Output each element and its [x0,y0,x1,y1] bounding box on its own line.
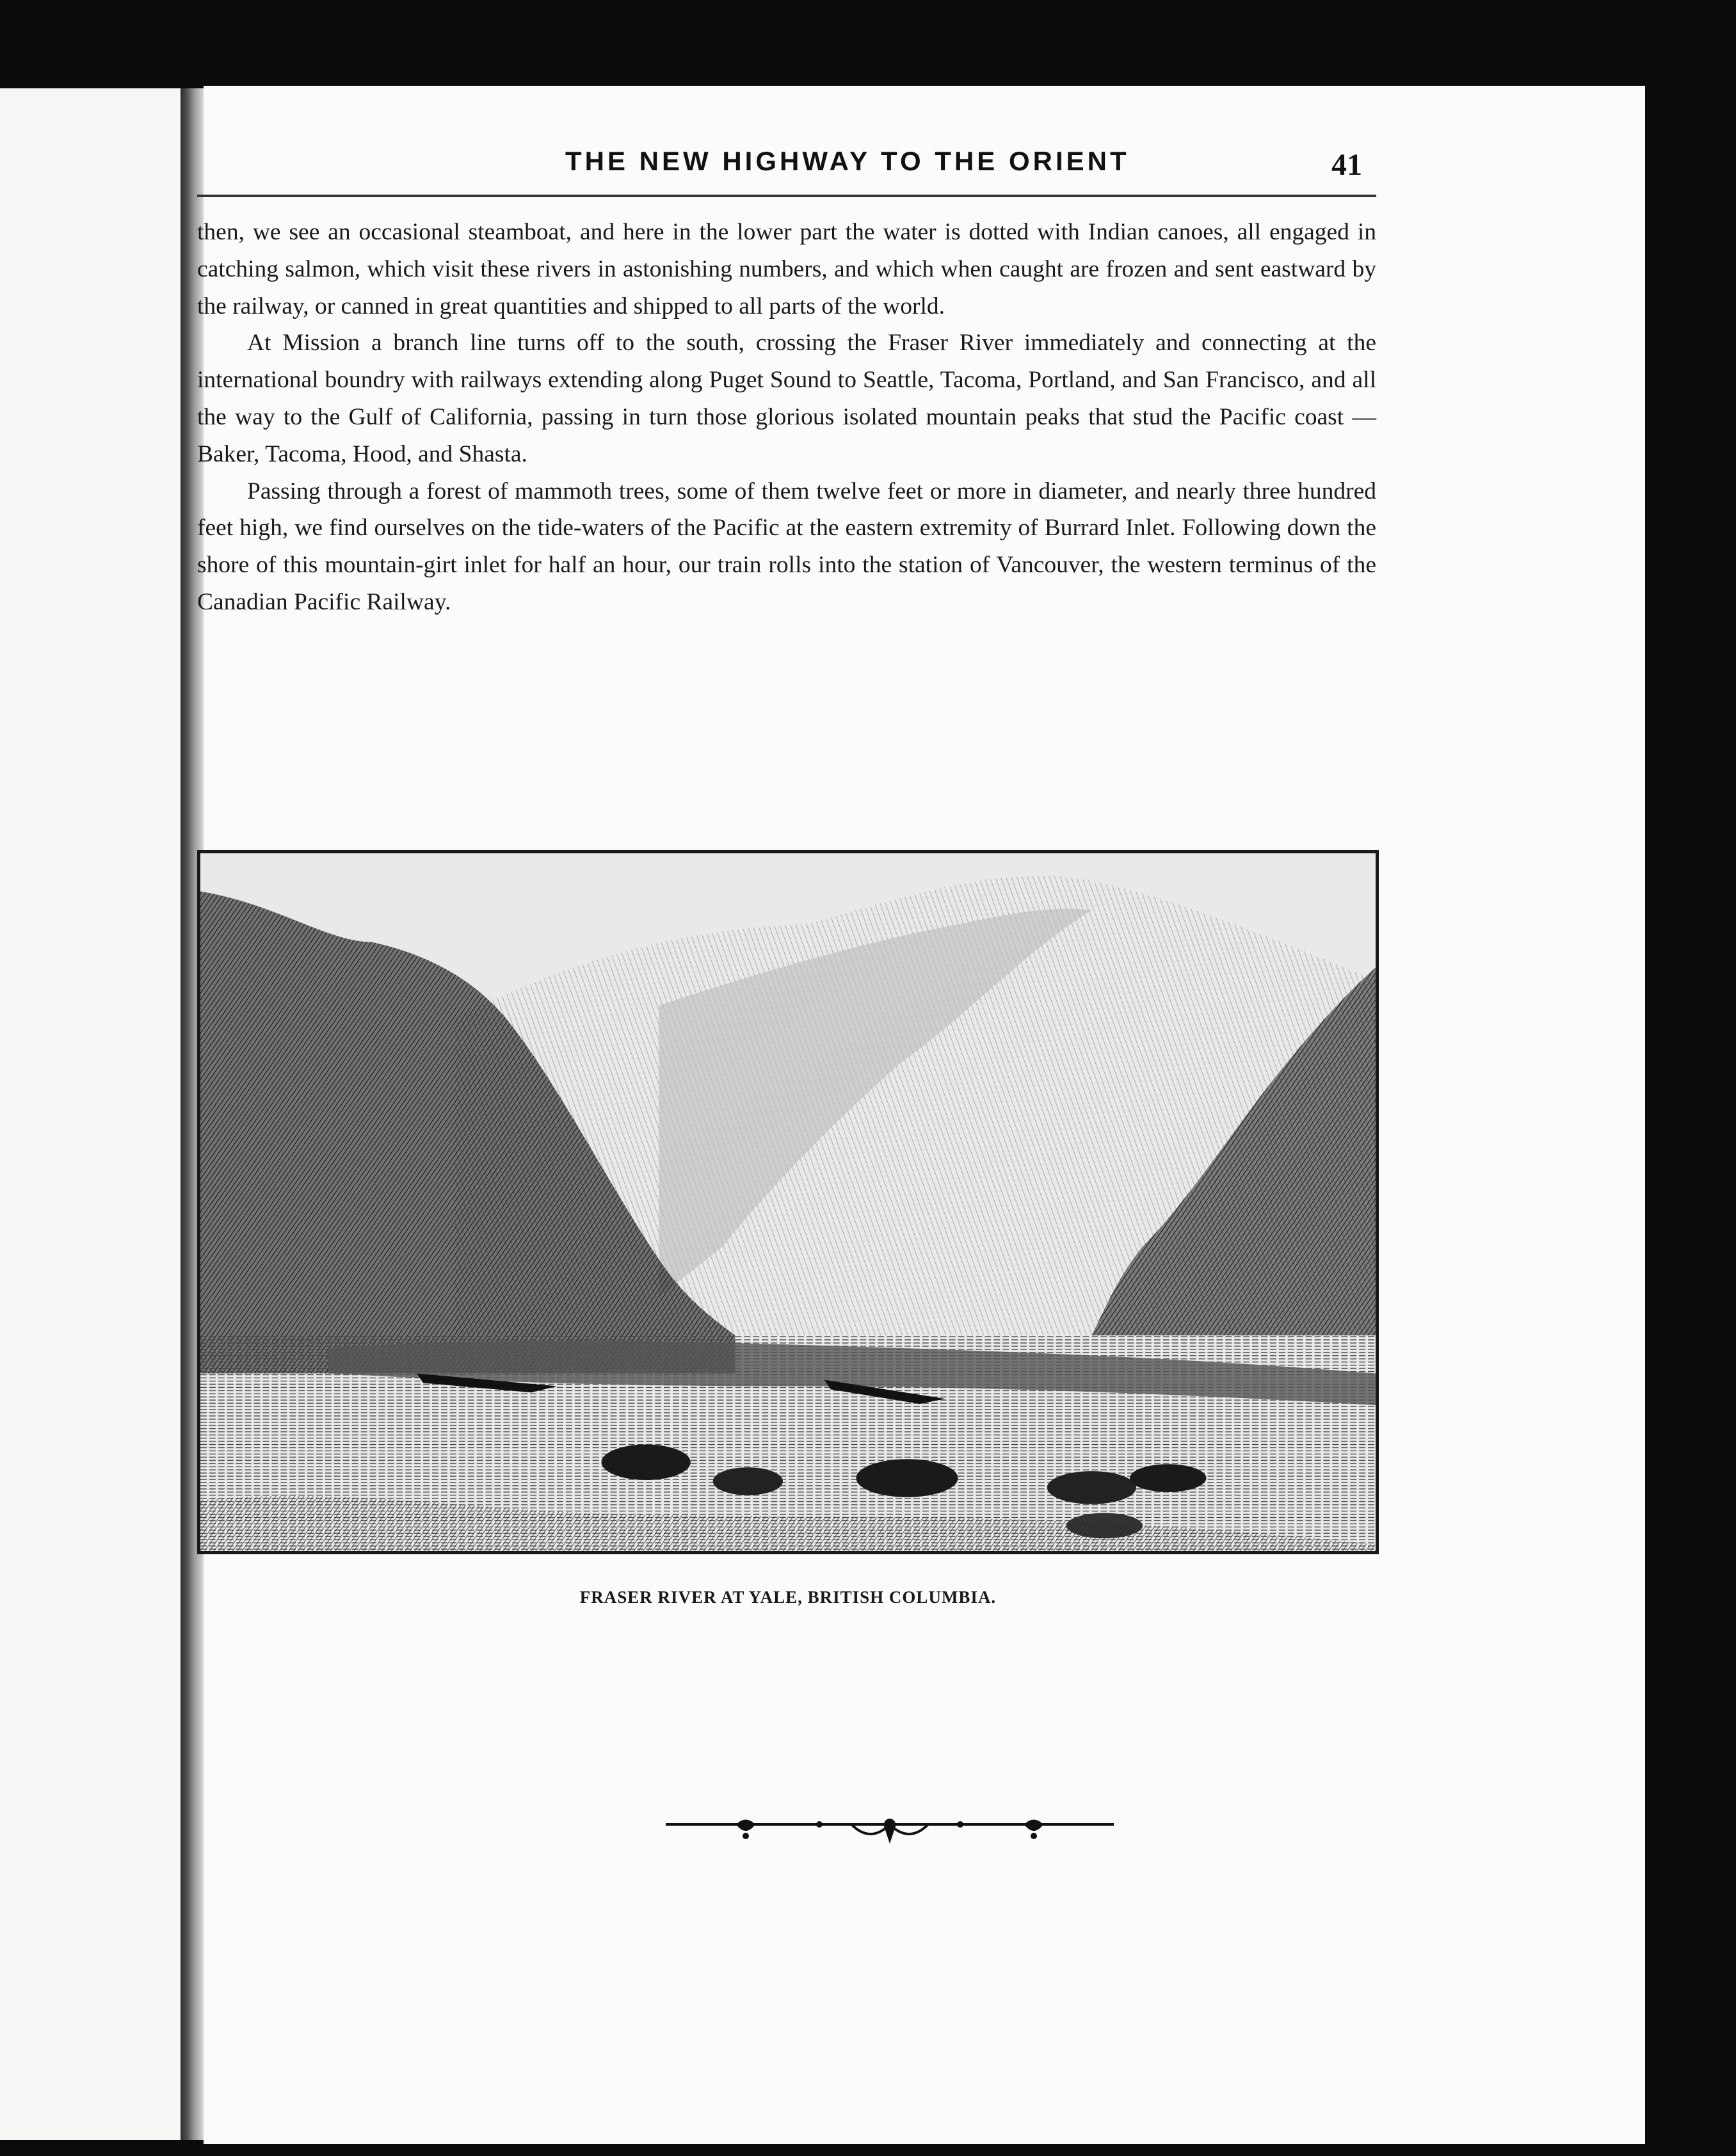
paragraph: then, we see an occasional steamboat, and here in the lower part the water is dotted with Indian canoes, all engaged in catching salmon, which visit these rivers in astonishing numbers, and which when caught are frozen and sent eastward by the railway, or canned in great quantities and shipped to all parts of the world. [197,219,1376,319]
body-text [197,214,1376,621]
engraving-illustration [197,850,1379,1554]
figure-caption: FRASER RIVER AT YALE, BRITISH COLUMBIA. [579,1588,997,1607]
paragraph: Passing through a forest of mammoth trees, some of them twelve feet or more in diameter, and nearly three hundred feet high, we find ourselves on the tide-waters of the Pacific at the eastern extremity of Burrard Inlet. Following down the shore of this mountain-girt inlet for half an hour, our train rolls into the station of Vancouver, the western terminus of the Canadian Pacific Railway. [197,478,1376,615]
previous-page-edge [0,88,182,2140]
header-rule [197,195,1376,197]
page-header [197,146,1376,204]
tailpiece-ornament [666,1812,1114,1850]
page-number: 41 [1331,148,1362,182]
paragraph: At Mission a branch line turns off to the south, crossing the Fraser River immediately and connecting at the international boundry with railways extending along Puget Sound to Seattle, Tacoma, Portland, and San Francisco, and all the way to the Gulf of California, passing in turn those glorious isolated mountain peaks that stud the Pacific coast — Baker, Tacoma, Hood, and Shasta. [197,330,1376,467]
running-title: THE NEW HIGHWAY TO THE ORIENT [565,146,1130,176]
